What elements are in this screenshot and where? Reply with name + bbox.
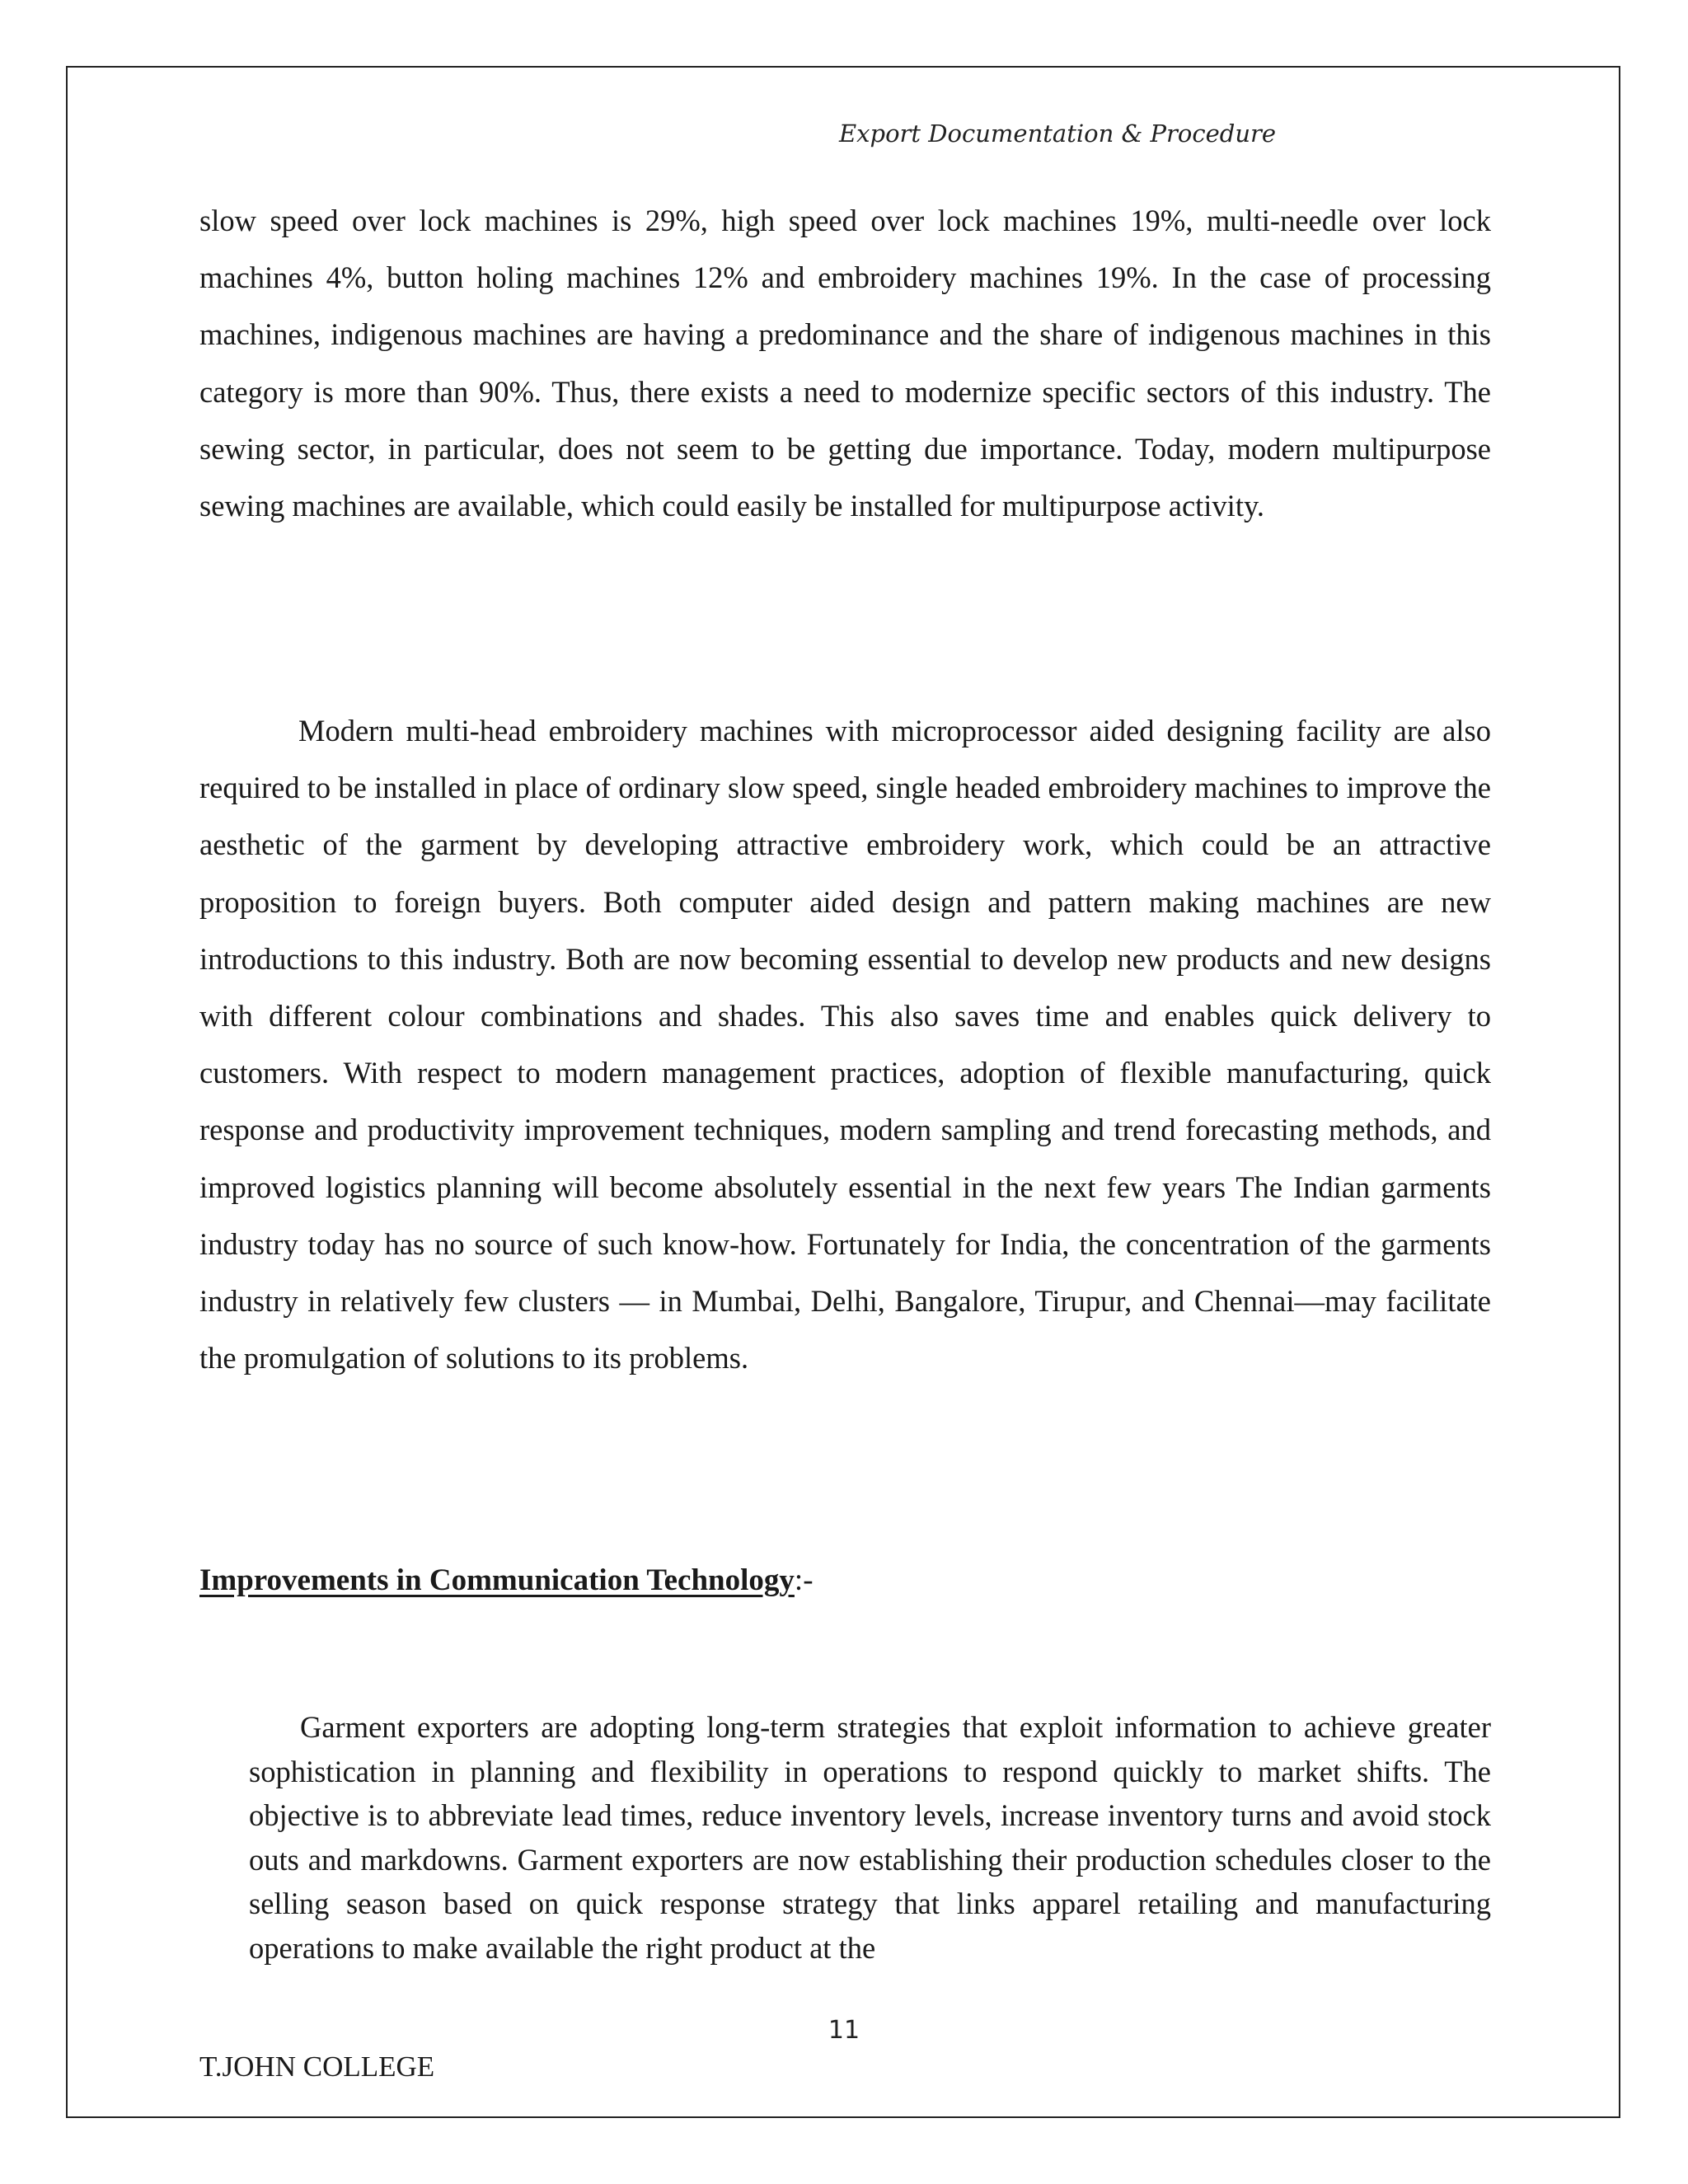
section-heading: [199, 1563, 814, 1598]
page-number: 11: [828, 2016, 860, 2045]
section-heading-text: Improvements in Communication Technology: [199, 1563, 795, 1597]
paragraph-1: slow speed over lock machines is 29%, high speed over lock machines 19%, multi-needle over lock machines 4%, button holing machines 12% and embroidery machines 19%. In the case of processing machines, indigenous machines are having a predominance and the share of indigenous machines in this category is more than 90%. Thus, there exists a need to modernize specific sectors of this industry. The sewing sector, in particular, does not seem to be getting due importance. Today, modern multipurpose sewing machines are available, which could easily be installed for multipurpose activity.: [199, 204, 1491, 523]
footer-college-name: T.JOHN COLLEGE: [199, 2050, 435, 2083]
paragraph-2: Modern multi-head embroidery machines with microprocessor aided designing facility are also required to be installed in place of ordinary slow speed, single headed embroidery machines to improve the aesthetic of the garment by developing attractive embroidery work, which could be an attractive proposition to foreign buyers. Both computer aided design and pattern making machines are new introductions to this industry. Both are now becoming essential to develop new products and new designs with different colour combinations and shades. This also saves time and enables quick delivery to customers. With respect to modern management practices, adoption of flexible manufacturing, quick response and productivity improvement techniques, modern sampling and trend forecasting methods, and improved logistics planning will become absolutely essential in the next few years The Indian garments industry today has no source of such know-how. Fortunately for India, the concentration of the garments industry in relatively few clusters — in Mumbai, Delhi, Bangalore, Tirupur, and Chennai—may facilitate the promulgation of solutions to its problems.: [199, 714, 1491, 1376]
paragraph-3: Garment exporters are adopting long-term strategies that exploit information to achieve greater sophistication in planning and flexibility in operations to respond quickly to market shifts. The objective is to abbreviate lead times, reduce inventory levels, increase inventory turns and avoid stock outs and markdowns. Garment exporters are now establishing their production schedules closer to the selling season based on quick response strategy that links apparel retailing and manufacturing operations to make available the right product at the: [249, 1710, 1491, 1965]
running-header: Export Documentation & Procedure: [839, 120, 1277, 148]
section-heading-suffix: :-: [794, 1563, 814, 1597]
